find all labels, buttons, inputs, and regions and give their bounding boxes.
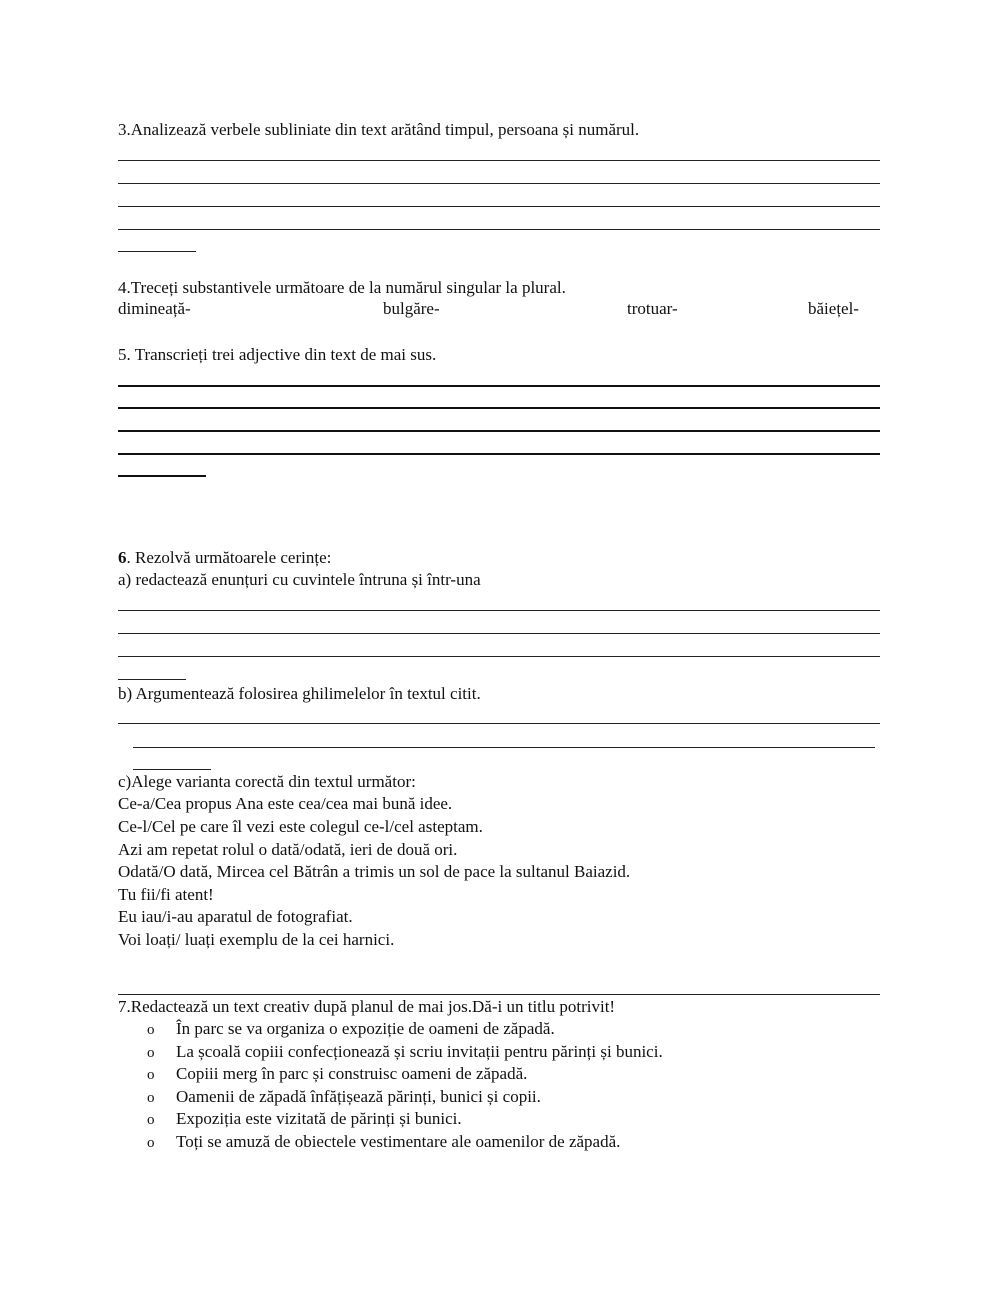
bullet-icon: o	[147, 1112, 155, 1128]
bullet-icon: o	[147, 1022, 155, 1038]
q6-heading	[118, 548, 331, 568]
q6c-sentence: Eu iau/i-au aparatul de fotografiat.	[118, 907, 353, 926]
answer-line	[118, 251, 196, 252]
q4-word: băiețel-	[808, 299, 859, 318]
q6c-sentence: Tu fii/fi atent!	[118, 885, 214, 904]
answer-line	[118, 633, 880, 634]
answer-line	[133, 747, 875, 748]
answer-line	[118, 475, 206, 477]
answer-line	[118, 229, 880, 230]
answer-line	[118, 160, 880, 161]
q6c-sentence: Odată/O dată, Mircea cel Bătrân a trimis un sol de pace la sultanul Baiazid.	[118, 862, 631, 881]
answer-line	[118, 453, 880, 455]
bullet-icon: o	[147, 1090, 155, 1106]
q7-prompt: 7.Redactează un text creativ după planul de mai jos.Dă-i un titlu potrivit!	[118, 997, 616, 1016]
answer-line	[118, 656, 880, 657]
q6a-prompt: a) redactează enunțuri cu cuvintele întruna și într-una	[118, 570, 481, 589]
q7-plan-item: Copiii merg în parc și construisc oameni de zăpadă.	[176, 1064, 528, 1083]
separator-line	[118, 994, 880, 995]
q6c-sentence: Voi loați/ luați exemplu de la cei harnici.	[118, 930, 395, 949]
q4-prompt: 4.Treceți substantivele următoare de la numărul singular la plural.	[118, 278, 566, 297]
answer-line	[118, 610, 880, 611]
q6-number: 6	[118, 548, 127, 567]
q7-plan-item: În parc se va organiza o expoziție de oameni de zăpadă.	[176, 1019, 555, 1038]
answer-line	[133, 769, 211, 770]
q6c-sentence: Azi am repetat rolul o dată/odată, ieri de două ori.	[118, 840, 458, 859]
q3-prompt: 3.Analizează verbele subliniate din text arătând timpul, persoana și numărul.	[118, 120, 640, 139]
q5-prompt: 5. Transcrieți trei adjective din text de mai sus.	[118, 345, 437, 364]
q7-plan-item: La școală copiii confecționează și scriu invitații pentru părinți și bunici.	[176, 1042, 663, 1061]
bullet-icon: o	[147, 1067, 155, 1083]
bullet-icon: o	[147, 1045, 155, 1061]
answer-line	[118, 679, 186, 680]
answer-line	[118, 407, 880, 409]
answer-line	[118, 183, 880, 184]
bullet-icon: o	[147, 1135, 155, 1151]
q4-word: dimineață-	[118, 299, 191, 318]
q7-plan-item: Toți se amuză de obiectele vestimentare ale oamenilor de zăpadă.	[176, 1132, 621, 1151]
answer-line	[118, 723, 880, 724]
answer-line	[118, 430, 880, 432]
q6c-sentence: Ce-l/Cel pe care îl vezi este colegul ce-l/cel asteptam.	[118, 817, 483, 836]
q6c-sentence: Ce-a/Cea propus Ana este cea/cea mai bună idee.	[118, 794, 453, 813]
q4-word: bulgăre-	[383, 299, 440, 318]
q6b-prompt: b) Argumentează folosirea ghilimelelor în textul citit.	[118, 684, 481, 703]
q4-word: trotuar-	[627, 299, 678, 318]
q6-prompt: . Rezolvă următoarele cerințe:	[126, 548, 332, 567]
answer-line	[118, 385, 880, 387]
answer-line	[118, 206, 880, 207]
q6c-prompt: c)Alege varianta corectă din textul următor:	[118, 772, 416, 791]
q7-plan-item: Oamenii de zăpadă înfățișează părinți, bunici și copii.	[176, 1087, 541, 1106]
q7-plan-item: Expoziția este vizitată de părinți și bunici.	[176, 1109, 462, 1128]
